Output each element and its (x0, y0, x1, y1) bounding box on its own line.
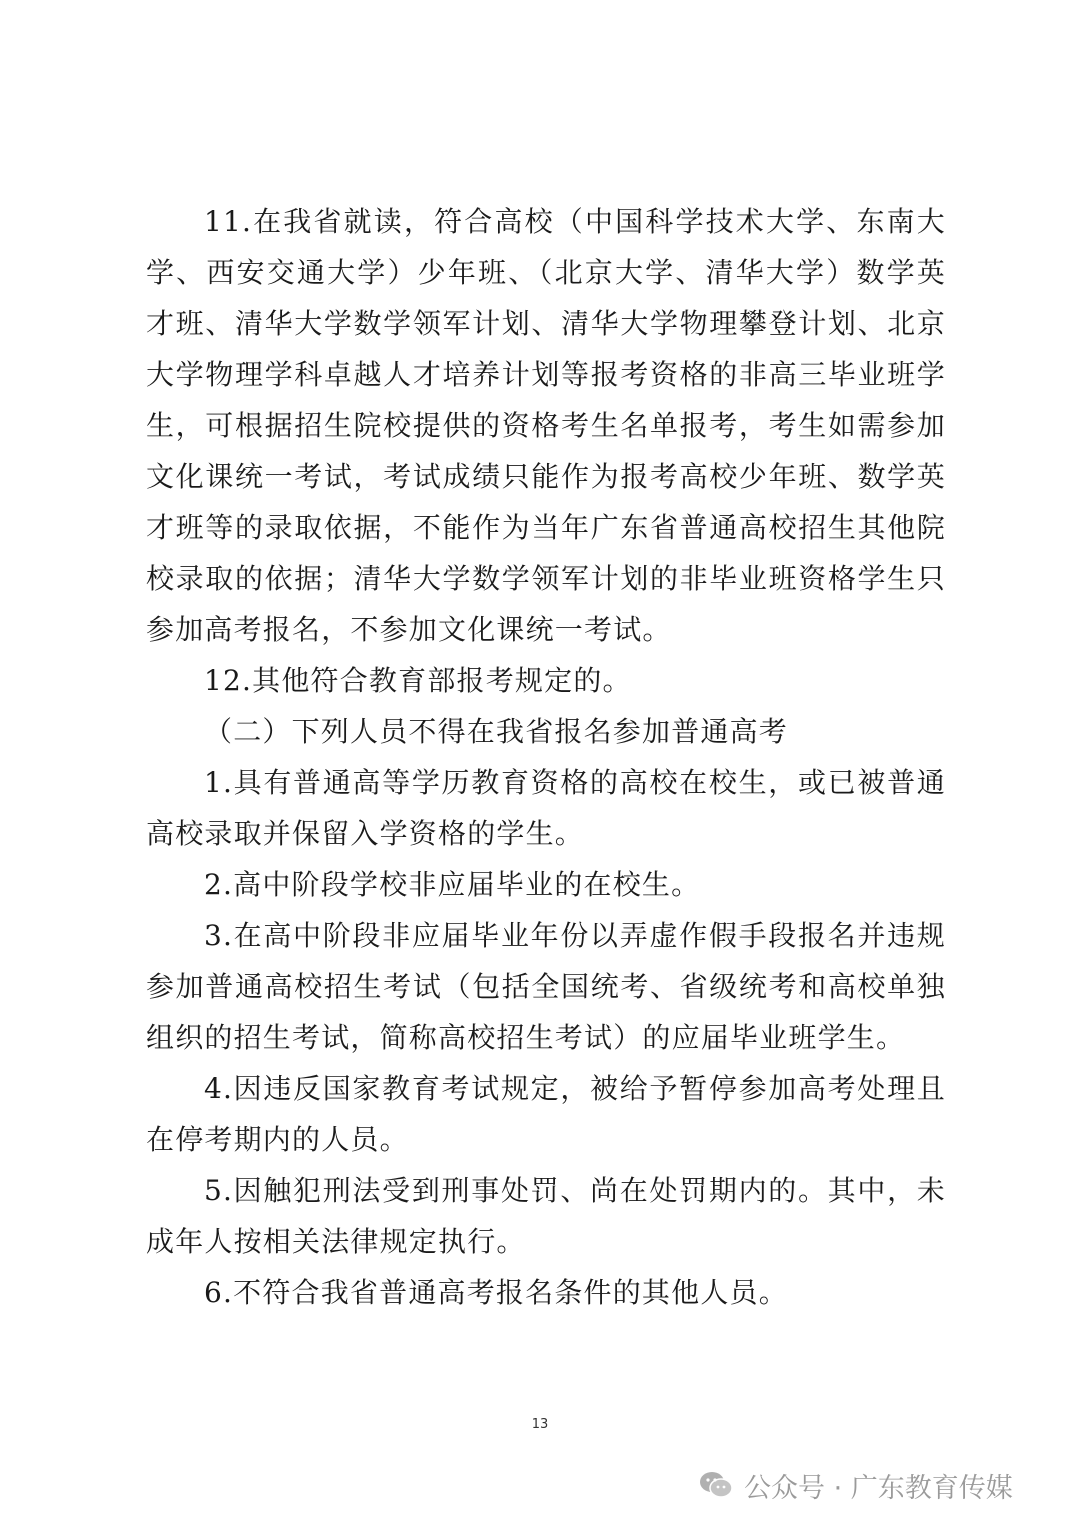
list-item: 3.在高中阶段非应届毕业年份以弄虚作假手段报名并违规参加普通高校招生考试（包括全国统考、省级统考和高校单独组织的招生考试，简称高校招生考试）的应届毕业班学生。 (146, 919, 946, 1054)
watermark (698, 1460, 1013, 1510)
list-item: 6.不符合我省普通高考报名条件的其他人员。 (204, 1276, 788, 1309)
wechat-icon (698, 1470, 734, 1500)
paragraph-item-12: 12.其他符合教育部报考规定的。 (204, 664, 632, 697)
page-number: 13 (531, 1417, 549, 1432)
section-heading: （二）下列人员不得在我省报名参加普通高考 (204, 715, 789, 748)
list-item: 4.因违反国家教育考试规定，被给予暂停参加高考处理且在停考期内的人员。 (146, 1072, 946, 1156)
watermark-text: 公众号 · 广东教育传媒 (744, 1472, 1013, 1504)
list-item: 1.具有普通高等学历教育资格的高校在校生，或已被普通高校录取并保留入学资格的学生。 (146, 766, 946, 850)
list-item: 5.因触犯刑法受到刑事处罚、尚在处罚期内的。其中，未成年人按相关法律规定执行。 (146, 1174, 946, 1258)
list-item: 2.高中阶段学校非应届毕业的在校生。 (204, 868, 701, 901)
paragraph-item-11: 11.在我省就读，符合高校（中国科学技术大学、东南大学、西安交通大学）少年班、（北京大学、清华大学）数学英才班、清华大学数学领军计划、清华大学物理攀登计划、北京大学物理学科卓越人才培养计划等报考资格的非高三毕业班学生，可根据招生院校提供的资格考生名单报考，考生如需参加文化课统一考试，考试成绩只能作为报考高校少年班、数学英才班等的录取依据，不能作为当年广东省普通高校招生其他院校录取的依据；清华大学数学领军计划的非毕业班资格学生只参加高考报名，不参加文化课统一考试。 (146, 205, 946, 646)
document-body (146, 196, 946, 1318)
